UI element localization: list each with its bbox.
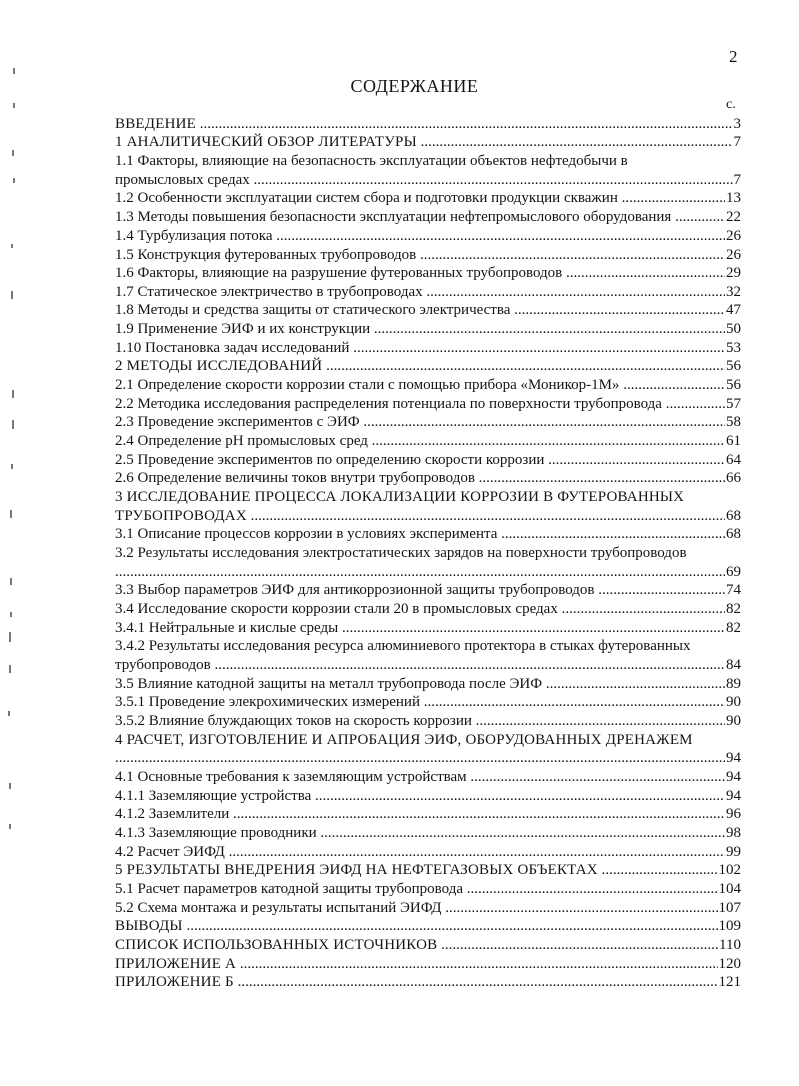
toc-entry	[0, 357, 799, 375]
toc-entry-text: ПРИЛОЖЕНИЕ А	[115, 956, 237, 972]
toc-entry	[0, 563, 799, 581]
toc-entry-title	[115, 376, 739, 394]
toc-entry-title	[115, 637, 741, 655]
toc-entry	[0, 339, 799, 357]
toc-entry-page: 96	[726, 806, 741, 822]
toc-entry-text: 2.2 Методика исследования распределения потенциала по поверхности трубопровода	[115, 396, 662, 412]
toc-entry-title	[115, 189, 739, 207]
toc-entry-title	[115, 488, 741, 506]
toc-entry-text: 3.4.2 Результаты исследования ресурса алюминиевого протектора в стыках футерованных	[115, 638, 691, 654]
toc-entry-text: 4.1.3 Заземляющие проводники	[115, 825, 317, 841]
toc-entry-text: ВВЕДЕНИЕ	[115, 116, 196, 132]
toc-entry-page: 121	[718, 974, 741, 990]
toc-entry-page: 84	[726, 657, 741, 673]
toc-entry-title	[115, 469, 739, 487]
toc-entry-page: 90	[726, 694, 741, 710]
toc-entry-title	[115, 283, 739, 301]
toc-entry-title	[115, 357, 739, 375]
toc-entry-text: 1.1 Факторы, влияющие на безопасность эксплуатации объектов нефтедобычи в	[115, 153, 628, 169]
toc-entry-page: 90	[726, 713, 741, 729]
toc-entry-text: трубопроводов	[115, 657, 211, 673]
toc-entry	[0, 581, 799, 599]
toc-entry	[0, 749, 799, 767]
toc-entry-page: 3	[733, 116, 741, 132]
toc-entry	[0, 675, 799, 693]
toc-entry-page: 26	[726, 228, 741, 244]
toc-entry-page: 82	[726, 620, 741, 636]
toc-entry	[0, 693, 799, 711]
toc-entry	[0, 731, 799, 749]
toc-entry-title	[115, 246, 739, 264]
toc-entry-text: 2.5 Проведение экспериментов по определению скорости коррозии	[115, 452, 545, 468]
toc-entry-title	[115, 301, 739, 319]
toc-entry-text: 3.5 Влияние катодной защиты на металл трубопровода после ЭИФ	[115, 676, 543, 692]
toc-entry	[0, 544, 799, 562]
toc-entry	[0, 469, 799, 487]
toc-entry-title	[115, 787, 739, 805]
toc-entry	[0, 619, 799, 637]
toc-entry-text: 4.1 Основные требования к заземляющим устройствам	[115, 769, 467, 785]
toc-entry	[0, 301, 799, 319]
toc-entry-page: 89	[726, 676, 741, 692]
toc-entry-title	[115, 899, 739, 917]
toc-entry	[0, 432, 799, 450]
toc-entry-text: ТРУБОПРОВОДАХ	[115, 508, 247, 524]
toc-entry-page: 107	[718, 900, 741, 916]
toc-entry-title	[115, 675, 739, 693]
toc-entry-text: 3.4 Исследование скорости коррозии стали 20 в промысловых средах	[115, 601, 558, 617]
toc-entry-page: 120	[718, 956, 741, 972]
toc-entry	[0, 824, 799, 842]
toc-entry	[0, 264, 799, 282]
toc-entry-title	[115, 600, 739, 618]
toc-entry-text: 2.6 Определение величины токов внутри трубопроводов	[115, 470, 475, 486]
toc-entry-text: 2.4 Определение pH промысловых сред	[115, 433, 368, 449]
toc-entry-page: 56	[726, 358, 741, 374]
toc-entry-page: 66	[726, 470, 741, 486]
toc-entry-text: 5.1 Расчет параметров катодной защиты трубопровода	[115, 881, 464, 897]
toc-entry-text: 4.2 Расчет ЭИФД	[115, 844, 225, 860]
toc-entry-text: 2 МЕТОДЫ ИССЛЕДОВАНИЙ	[115, 358, 323, 374]
toc-entry	[0, 152, 799, 170]
toc-entry-page: 94	[726, 750, 741, 766]
toc-entry-page: 82	[726, 601, 741, 617]
toc-entry-page: 94	[726, 769, 741, 785]
toc-entry-title	[115, 432, 739, 450]
toc-entry-page: 69	[726, 564, 741, 580]
toc-entry-title	[115, 451, 739, 469]
toc-entry-text: 1 АНАЛИТИЧЕСКИЙ ОБЗОР ЛИТЕРАТУРЫ	[115, 134, 417, 150]
toc-entry	[0, 936, 799, 954]
toc-entry-text: 3.5.1 Проведение элекрохимических измерений	[115, 694, 420, 710]
toc-entry	[0, 395, 799, 413]
toc-entry-title	[115, 395, 739, 413]
toc-entry-text: 1.2 Особенности эксплуатации систем сбора и подготовки продукции скважин	[115, 190, 618, 206]
toc-entry-title	[115, 171, 739, 189]
toc-entry-text: 4.1.1 Заземляющие устройства	[115, 788, 312, 804]
toc-entry-page: 68	[726, 526, 741, 542]
toc-entry-title	[115, 208, 739, 226]
toc-entry-page: 104	[718, 881, 741, 897]
toc-entry	[0, 805, 799, 823]
toc-entry-text: 1.9 Применение ЭИФ и их конструкции	[115, 321, 371, 337]
toc-entry-text: 3.4.1 Нейтральные и кислые среды	[115, 620, 339, 636]
toc-entry-page: 53	[726, 340, 741, 356]
toc-entry-page: 7	[733, 134, 741, 150]
toc-entry	[0, 451, 799, 469]
toc-entry	[0, 880, 799, 898]
toc-entry	[0, 600, 799, 618]
toc-entry-page: 64	[726, 452, 741, 468]
page-title: СОДЕРЖАНИЕ	[350, 76, 479, 96]
toc-entry	[0, 227, 799, 245]
toc-entry-title	[115, 507, 739, 525]
toc-entry-title	[115, 115, 739, 133]
toc-entry-page: 47	[726, 302, 741, 318]
toc-entry	[0, 413, 799, 431]
toc-entry	[0, 843, 799, 861]
toc-entry-page: 109	[718, 918, 741, 934]
toc-entry-title	[115, 413, 739, 431]
toc-entry-text: 1.4 Турбулизация потока	[115, 228, 273, 244]
toc-entry	[0, 376, 799, 394]
toc-entry-page: 110	[719, 937, 741, 953]
toc-entry-text: 1.5 Конструкция футерованных трубопроводов	[115, 247, 417, 263]
toc-entry-text: СПИСОК ИСПОЛЬЗОВАННЫХ ИСТОЧНИКОВ	[115, 937, 438, 953]
toc-entry-page: 99	[726, 844, 741, 860]
toc-entry-title	[115, 843, 739, 861]
toc-entry-text: 3 ИССЛЕДОВАНИЕ ПРОЦЕССА ЛОКАЛИЗАЦИИ КОРРОЗИИ В ФУТЕРОВАННЫХ	[115, 489, 685, 505]
toc-entry-text: 1.7 Статическое электричество в трубопроводах	[115, 284, 423, 300]
toc-entry-page: 68	[726, 508, 741, 524]
toc-entry	[0, 917, 799, 935]
toc-entry-title	[115, 955, 739, 973]
toc-entry-title	[115, 339, 739, 357]
toc-entry-title	[115, 824, 739, 842]
toc-entry-title	[115, 917, 739, 935]
toc-entry	[0, 525, 799, 543]
toc-entry-title	[115, 731, 741, 749]
toc-entry-title	[115, 880, 739, 898]
toc-entry-page: 56	[726, 377, 741, 393]
toc-entry	[0, 973, 799, 991]
toc-entry-text: промысловых средах	[115, 172, 250, 188]
toc-entry-title	[115, 861, 739, 879]
toc-entry	[0, 899, 799, 917]
toc-entry	[0, 283, 799, 301]
toc-entry-text: 5.2 Схема монтажа и результаты испытаний ЭИФД	[115, 900, 442, 916]
toc-entry-page: 94	[726, 788, 741, 804]
toc-entry	[0, 768, 799, 786]
toc-entry-text: 1.8 Методы и средства защиты от статического электричества	[115, 302, 511, 318]
toc-entry-title	[115, 544, 741, 562]
toc-entry-text: ПРИЛОЖЕНИЕ Б	[115, 974, 234, 990]
toc-entry	[0, 488, 799, 506]
toc-entry-page: 102	[718, 862, 741, 878]
toc-entry-text: 1.10 Постановка задач исследований	[115, 340, 350, 356]
toc-entry	[0, 208, 799, 226]
toc-entry-page: 57	[726, 396, 741, 412]
toc-entry-title	[115, 227, 739, 245]
toc-entry-title	[115, 264, 739, 282]
toc-entry	[0, 656, 799, 674]
toc-entry-page: 29	[726, 265, 741, 281]
toc-entry-page: 22	[726, 209, 741, 225]
toc-entry-title	[115, 693, 739, 711]
toc-entry-page: 7	[733, 172, 741, 188]
page-column-label: с.	[726, 97, 736, 112]
toc-entry-page: 58	[726, 414, 741, 430]
toc-entry	[0, 507, 799, 525]
toc-entry-text: 2.1 Определение скорости коррозии стали с помощью прибора «Моникор-1М»	[115, 377, 620, 393]
toc-entry-text: 3.5.2 Влияние блуждающих токов на скорость коррозии	[115, 713, 472, 729]
toc-entry	[0, 787, 799, 805]
toc-entry-title	[115, 768, 739, 786]
toc-entry	[0, 637, 799, 655]
toc-entry-page: 74	[726, 582, 741, 598]
toc-entry-title	[115, 973, 739, 991]
toc-entry-title	[115, 805, 739, 823]
toc-entry-title	[115, 749, 739, 767]
toc-entry-title	[115, 581, 739, 599]
toc-entry-text: 4 РАСЧЕТ, ИЗГОТОВЛЕНИЕ И АПРОБАЦИЯ ЭИФ, ОБОРУДОВАННЫХ ДРЕНАЖЕМ	[115, 732, 693, 748]
toc-entry-page: 50	[726, 321, 741, 337]
toc-entry-text: 4.1.2 Заземлители	[115, 806, 230, 822]
toc-entry-text: 3.1 Описание процессов коррозии в условиях эксперимента	[115, 526, 498, 542]
toc-entry	[0, 955, 799, 973]
toc-entry-title	[115, 152, 741, 170]
toc-entry-page: 98	[726, 825, 741, 841]
toc-entry	[0, 712, 799, 730]
toc-entry-text: 5 РЕЗУЛЬТАТЫ ВНЕДРЕНИЯ ЭИФД НА НЕФТЕГАЗОВЫХ ОБЪЕКТАХ	[115, 862, 598, 878]
toc-entry-title	[115, 712, 739, 730]
toc-entry-text: 3.2 Результаты исследования электростатических зарядов на поверхности трубопроводов	[115, 545, 687, 561]
toc-entry-title	[115, 525, 739, 543]
toc-entry	[0, 189, 799, 207]
toc-entry	[0, 171, 799, 189]
toc-entry-title	[115, 936, 739, 954]
toc-entry	[0, 861, 799, 879]
toc-entry-title	[115, 656, 739, 674]
toc-entry-text: 2.3 Проведение экспериментов с ЭИФ	[115, 414, 360, 430]
toc-entry-page: 13	[726, 190, 741, 206]
toc-entry	[0, 320, 799, 338]
toc-entry-page: 26	[726, 247, 741, 263]
toc-entry	[0, 133, 799, 151]
toc-entry-page: 32	[726, 284, 741, 300]
toc-entry-text: 3.3 Выбор параметров ЭИФ для антикоррозионной защиты трубопроводов	[115, 582, 595, 598]
toc-entry-title	[115, 619, 739, 637]
toc-entry-title	[115, 320, 739, 338]
toc-entry	[0, 246, 799, 264]
toc-entry-title	[115, 133, 739, 151]
toc-entry-text: 1.3 Методы повышения безопасности эксплуатации нефтепромыслового оборудования	[115, 209, 672, 225]
toc-entry-title	[115, 563, 739, 581]
page-number: 2	[729, 47, 738, 66]
toc-entry-text: 1.6 Факторы, влияющие на разрушение футерованных трубопроводов	[115, 265, 563, 281]
toc-entry-text: ВЫВОДЫ	[115, 918, 183, 934]
toc-entry-page: 61	[726, 433, 741, 449]
toc-entry	[0, 115, 799, 133]
